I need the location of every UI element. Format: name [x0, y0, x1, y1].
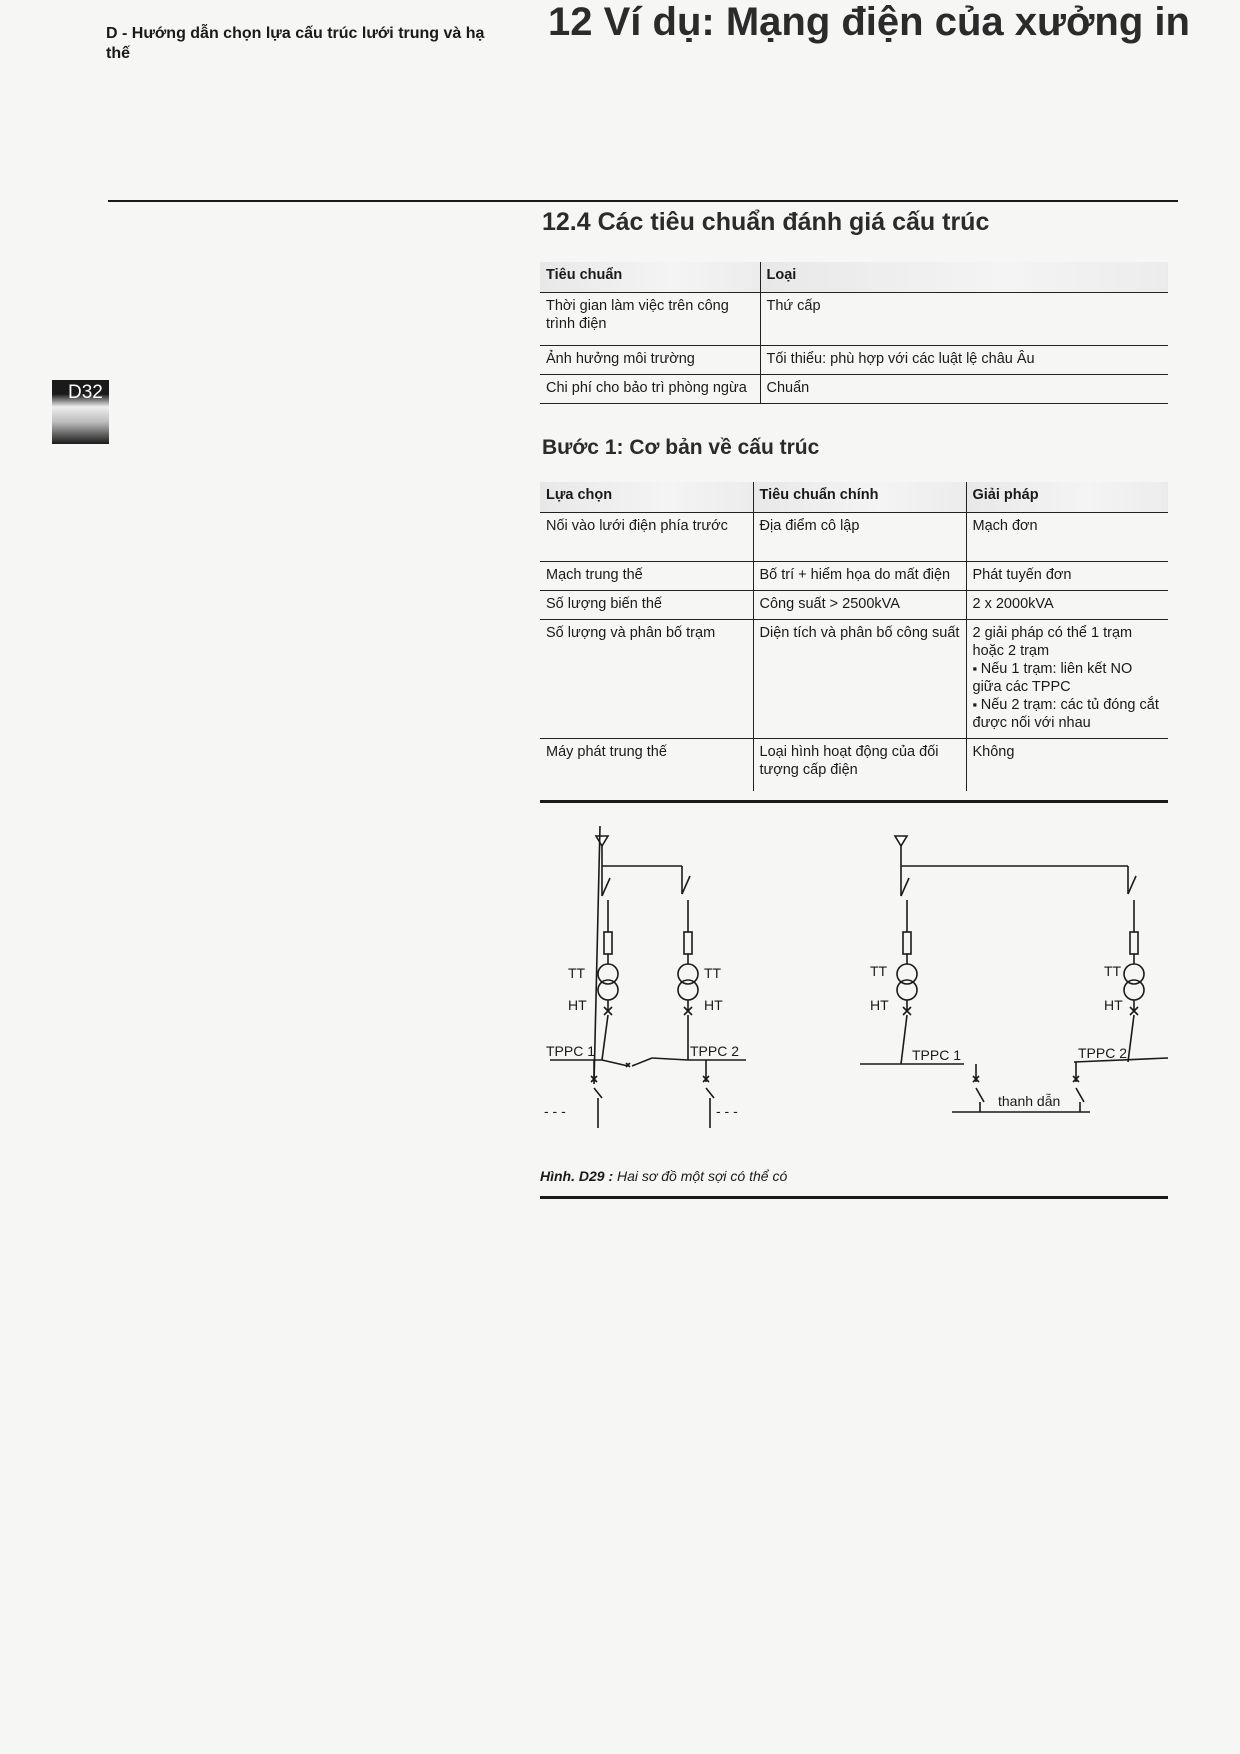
- table-row: [540, 591, 1168, 620]
- section-header: D - Hướng dẫn chọn lựa cấu trúc lưới trung và hạ thế: [106, 25, 485, 62]
- mv-label: TT: [568, 965, 586, 981]
- diagram-one-labels: [544, 965, 739, 1119]
- table-row: [540, 293, 1168, 346]
- diagram-two-labels: [870, 963, 1127, 1109]
- busbar-label: thanh dẫn: [998, 1093, 1061, 1109]
- table-header-cell: Lựa chọn: [540, 482, 753, 513]
- lv-label: HT: [704, 997, 723, 1013]
- table-header-cell: Giải pháp: [966, 482, 1168, 513]
- single-line-diagrams: [540, 826, 1180, 1176]
- lv-label: HT: [870, 997, 889, 1013]
- bullet-item: ▪ Nếu 2 trạm: các tủ đóng cắt được nối với nhau: [973, 696, 1163, 732]
- board-2-label: TPPC 2: [690, 1043, 740, 1059]
- table-cell-solution: [966, 620, 1168, 739]
- continuation-dashes: - - -: [544, 1103, 566, 1119]
- table-cell: Phát tuyến đơn: [966, 562, 1168, 591]
- table-row: [540, 375, 1168, 404]
- chapter-title: 12 Ví dụ: Mạng điện của xưởng in: [548, 0, 1190, 44]
- transformer-icon: [598, 964, 618, 984]
- caption-bottom-rule: [540, 1196, 1168, 1199]
- table-cell: Chuẩn: [760, 375, 1168, 404]
- table-cell: Diện tích và phân bố công suất: [753, 620, 966, 739]
- lv-label: HT: [568, 997, 587, 1013]
- table-cell: Mạch trung thế: [540, 562, 753, 591]
- mv-label: TT: [870, 963, 888, 979]
- board-2-label: TPPC 2: [1078, 1045, 1128, 1061]
- table-header-row: [540, 482, 1168, 513]
- page-number-tab: [52, 380, 109, 444]
- section-title: 12.4 Các tiêu chuẩn đánh giá cấu trúc: [542, 208, 990, 236]
- solution-bullets: [973, 660, 1163, 732]
- switch-icon: [901, 878, 909, 896]
- table-cell: Địa điểm cô lập: [753, 513, 966, 562]
- table-cell: Ảnh hưởng môi trường: [540, 346, 760, 375]
- lv-label: HT: [1104, 997, 1123, 1013]
- table-row: [540, 346, 1168, 375]
- figure-number: Hình. D29 :: [540, 1168, 614, 1184]
- table-cell: 2 x 2000kVA: [966, 591, 1168, 620]
- diagram-two-stations: [860, 836, 1168, 1112]
- table-header-cell: Tiêu chuẩn chính: [753, 482, 966, 513]
- step-title: Bước 1: Cơ bản về cấu trúc: [542, 436, 820, 459]
- transformer-icon: [897, 964, 917, 984]
- table-cell: Nối vào lưới điện phía trước: [540, 513, 753, 562]
- transformer-icon: [1124, 964, 1144, 984]
- fuse-icon: [604, 932, 612, 954]
- table-cell: Thứ cấp: [760, 293, 1168, 346]
- switch-icon: [682, 876, 690, 894]
- table-row: [540, 620, 1168, 739]
- structure-table: [540, 482, 1168, 791]
- table-cell: Chi phí cho bảo trì phòng ngừa: [540, 375, 760, 404]
- switch-icon: [602, 878, 610, 896]
- table-cell: Tối thiểu: phù hợp với các luật lệ châu Âu: [760, 346, 1168, 375]
- switch-icon: [1128, 876, 1136, 894]
- fuse-icon: [1130, 932, 1138, 954]
- header-rule: [108, 200, 1178, 202]
- mv-label: TT: [1104, 963, 1122, 979]
- criteria-table: [540, 262, 1168, 404]
- table-header-row: [540, 262, 1168, 293]
- table-cell: Mạch đơn: [966, 513, 1168, 562]
- transformer-icon: [678, 964, 698, 984]
- source-arrow-icon: [596, 836, 608, 846]
- figure-caption: [540, 1168, 787, 1184]
- fuse-icon: [903, 932, 911, 954]
- board-1-label: TPPC 1: [546, 1043, 596, 1059]
- mv-label: TT: [704, 965, 722, 981]
- table-cell: Máy phát trung thế: [540, 739, 753, 792]
- fuse-icon: [684, 932, 692, 954]
- table-cell: Công suất > 2500kVA: [753, 591, 966, 620]
- table-header-cell: Loại: [760, 262, 1168, 293]
- table-cell: Số lượng và phân bố trạm: [540, 620, 753, 739]
- table-row: [540, 739, 1168, 792]
- page-number: D32: [68, 382, 103, 403]
- table-bottom-rule: [540, 800, 1168, 803]
- table-cell: Bố trí + hiểm họa do mất điện: [753, 562, 966, 591]
- figure-text: Hai sơ đồ một sợi có thể có: [617, 1168, 788, 1184]
- table-cell: Thời gian làm việc trên công trình điện: [540, 293, 760, 346]
- bullet-item: ▪ Nếu 1 trạm: liên kết NO giữa các TPPC: [973, 660, 1163, 696]
- solution-text: 2 giải pháp có thể 1 trạm hoặc 2 trạm: [972, 625, 1133, 659]
- table-cell: Không: [966, 739, 1168, 792]
- table-cell: Số lượng biến thế: [540, 591, 753, 620]
- table-header-cell: Tiêu chuẩn: [540, 262, 760, 293]
- board-1-label: TPPC 1: [912, 1047, 962, 1063]
- table-row: [540, 562, 1168, 591]
- continuation-dashes: - - -: [716, 1103, 738, 1119]
- table-cell: Loại hình hoạt động của đối tượng cấp điện: [753, 739, 966, 792]
- table-row: [540, 513, 1168, 562]
- source-arrow-icon: [895, 836, 907, 846]
